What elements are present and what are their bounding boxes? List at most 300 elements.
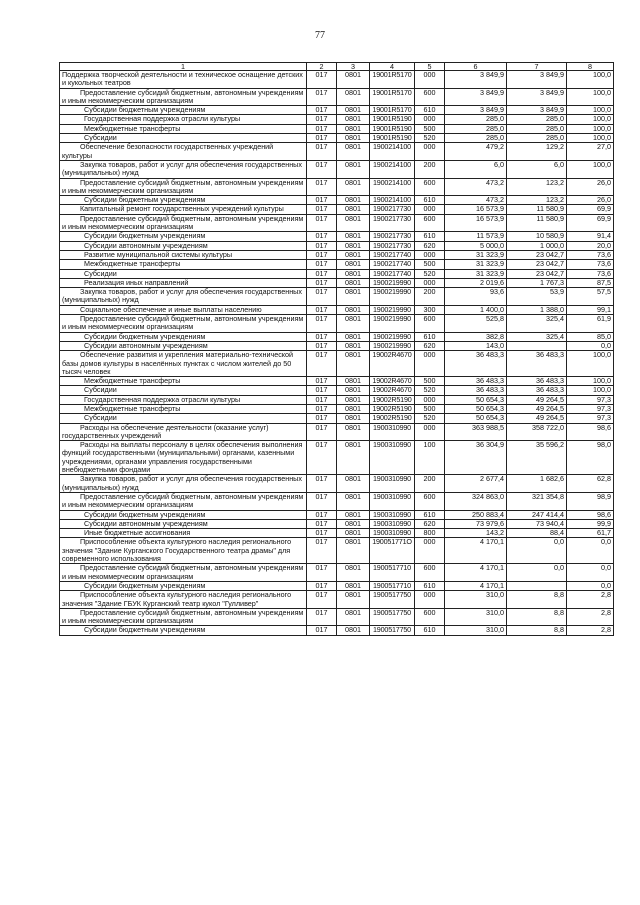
table-row xyxy=(60,260,614,269)
row-name: Государственная поддержка отрасли культуры xyxy=(60,115,307,124)
row-expense-type: 520 xyxy=(415,269,445,278)
row-planned: 3 849,9 xyxy=(445,71,507,89)
row-ministry-code: 017 xyxy=(307,134,337,143)
row-planned: 50 654,3 xyxy=(445,404,507,413)
row-name: Субсидии бюджетным учреждениям xyxy=(60,232,307,241)
row-target-code: 19002R4670 xyxy=(370,386,415,395)
row-ministry-code: 017 xyxy=(307,71,337,89)
row-ministry-code: 017 xyxy=(307,492,337,510)
row-name: Предоставление субсидий бюджетным, автономным учреждениям и иным некоммерческим организациям xyxy=(60,88,307,106)
row-percent: 69,9 xyxy=(567,214,614,232)
row-name: Межбюджетные трансферты xyxy=(60,377,307,386)
row-planned: 143,2 xyxy=(445,529,507,538)
row-target-code: 19002R5190 xyxy=(370,395,415,404)
table-row xyxy=(60,214,614,232)
row-ministry-code: 017 xyxy=(307,178,337,196)
table-row xyxy=(60,288,614,306)
row-expense-type: 000 xyxy=(415,115,445,124)
row-planned: 36 483,3 xyxy=(445,386,507,395)
row-expense-type: 600 xyxy=(415,564,445,582)
row-section-code: 0801 xyxy=(337,423,370,441)
row-planned: 310,0 xyxy=(445,608,507,626)
table-row xyxy=(60,441,614,475)
row-executed: 36 483,3 xyxy=(507,386,567,395)
row-ministry-code: 017 xyxy=(307,196,337,205)
row-ministry-code: 017 xyxy=(307,143,337,161)
table-row xyxy=(60,386,614,395)
row-planned: 50 654,3 xyxy=(445,395,507,404)
row-planned: 36 304,9 xyxy=(445,441,507,475)
table-row xyxy=(60,232,614,241)
row-name: Субсидии автономным учреждениям xyxy=(60,341,307,350)
row-section-code: 0801 xyxy=(337,395,370,404)
row-section-code: 0801 xyxy=(337,134,370,143)
row-percent: 97,3 xyxy=(567,404,614,413)
row-planned: 525,8 xyxy=(445,315,507,333)
row-expense-type: 000 xyxy=(415,205,445,214)
row-target-code: 1900517710 xyxy=(370,581,415,590)
row-planned: 473,2 xyxy=(445,178,507,196)
row-name: Субсидии бюджетным учреждениям xyxy=(60,196,307,205)
row-target-code: 1900219990 xyxy=(370,305,415,314)
row-name: Субсидии xyxy=(60,414,307,423)
row-target-code: 1900310990 xyxy=(370,475,415,493)
row-target-code: 1900517710 xyxy=(370,564,415,582)
table-row xyxy=(60,492,614,510)
row-expense-type: 600 xyxy=(415,178,445,196)
row-planned: 73 979,6 xyxy=(445,519,507,528)
row-target-code: 1900310990 xyxy=(370,519,415,528)
row-ministry-code: 017 xyxy=(307,386,337,395)
row-ministry-code: 017 xyxy=(307,124,337,133)
row-percent: 61,7 xyxy=(567,529,614,538)
header-col-1: 1 xyxy=(60,63,307,71)
row-target-code: 19001R5170 xyxy=(370,71,415,89)
table-row xyxy=(60,88,614,106)
row-expense-type: 610 xyxy=(415,332,445,341)
row-executed: 36 483,3 xyxy=(507,351,567,377)
table-row xyxy=(60,160,614,178)
row-executed: 1 388,0 xyxy=(507,305,567,314)
row-planned: 4 170,1 xyxy=(445,581,507,590)
row-section-code: 0801 xyxy=(337,626,370,635)
row-section-code: 0801 xyxy=(337,214,370,232)
row-percent: 100,0 xyxy=(567,386,614,395)
row-executed: 123,2 xyxy=(507,196,567,205)
table-row xyxy=(60,178,614,196)
row-ministry-code: 017 xyxy=(307,377,337,386)
row-name: Социальное обеспечение и иные выплаты населению xyxy=(60,305,307,314)
row-planned: 31 323,9 xyxy=(445,250,507,259)
row-executed: 3 849,9 xyxy=(507,88,567,106)
row-percent: 27,0 xyxy=(567,143,614,161)
row-target-code: 1900217740 xyxy=(370,260,415,269)
row-ministry-code: 017 xyxy=(307,591,337,609)
row-percent: 61,9 xyxy=(567,315,614,333)
row-percent: 20,0 xyxy=(567,241,614,250)
row-section-code: 0801 xyxy=(337,305,370,314)
row-planned: 11 573,9 xyxy=(445,232,507,241)
row-expense-type: 610 xyxy=(415,510,445,519)
row-name: Субсидии бюджетным учреждениям xyxy=(60,510,307,519)
row-planned: 285,0 xyxy=(445,124,507,133)
row-name: Предоставление субсидий бюджетным, автономным учреждениям и иным некоммерческим организациям xyxy=(60,564,307,582)
budget-table xyxy=(59,62,614,636)
row-ministry-code: 017 xyxy=(307,510,337,519)
row-percent: 98,6 xyxy=(567,423,614,441)
row-executed: 6,0 xyxy=(507,160,567,178)
row-section-code: 0801 xyxy=(337,510,370,519)
row-target-code: 1900217730 xyxy=(370,205,415,214)
row-executed: 123,2 xyxy=(507,178,567,196)
row-expense-type: 610 xyxy=(415,581,445,590)
row-ministry-code: 017 xyxy=(307,351,337,377)
row-target-code: 19002R4670 xyxy=(370,351,415,377)
row-expense-type: 610 xyxy=(415,196,445,205)
row-percent: 91,4 xyxy=(567,232,614,241)
row-expense-type: 520 xyxy=(415,414,445,423)
row-executed: 73 940,4 xyxy=(507,519,567,528)
row-section-code: 0801 xyxy=(337,315,370,333)
row-planned: 2 677,4 xyxy=(445,475,507,493)
table-row xyxy=(60,143,614,161)
row-target-code: 1900517750 xyxy=(370,608,415,626)
row-expense-type: 620 xyxy=(415,519,445,528)
row-section-code: 0801 xyxy=(337,278,370,287)
row-percent: 97,3 xyxy=(567,414,614,423)
row-executed: 3 849,9 xyxy=(507,106,567,115)
row-expense-type: 500 xyxy=(415,260,445,269)
row-section-code: 0801 xyxy=(337,351,370,377)
row-expense-type: 000 xyxy=(415,395,445,404)
row-executed: 358 722,0 xyxy=(507,423,567,441)
row-executed: 1 682,6 xyxy=(507,475,567,493)
row-planned: 36 483,3 xyxy=(445,377,507,386)
row-percent: 69,9 xyxy=(567,205,614,214)
row-section-code: 0801 xyxy=(337,608,370,626)
row-target-code: 19001R5190 xyxy=(370,134,415,143)
row-executed: 11 580,9 xyxy=(507,214,567,232)
row-planned: 3 849,9 xyxy=(445,106,507,115)
row-planned: 310,0 xyxy=(445,626,507,635)
row-planned: 250 883,4 xyxy=(445,510,507,519)
row-expense-type: 500 xyxy=(415,404,445,413)
table-row xyxy=(60,377,614,386)
row-section-code: 0801 xyxy=(337,377,370,386)
row-executed: 0,0 xyxy=(507,564,567,582)
row-executed: 3 849,9 xyxy=(507,71,567,89)
row-planned: 93,6 xyxy=(445,288,507,306)
row-name: Субсидии бюджетным учреждениям xyxy=(60,626,307,635)
row-name: Государственная поддержка отрасли культуры xyxy=(60,395,307,404)
table-row xyxy=(60,564,614,582)
row-target-code: 1900219990 xyxy=(370,288,415,306)
row-name: Субсидии бюджетным учреждениям xyxy=(60,581,307,590)
row-executed: 325,4 xyxy=(507,315,567,333)
row-ministry-code: 017 xyxy=(307,608,337,626)
row-executed: 285,0 xyxy=(507,115,567,124)
row-target-code: 1900214100 xyxy=(370,143,415,161)
row-planned: 363 988,5 xyxy=(445,423,507,441)
row-percent: 100,0 xyxy=(567,71,614,89)
row-name: Реализация иных направлений xyxy=(60,278,307,287)
row-planned: 143,0 xyxy=(445,341,507,350)
header-col-5: 5 xyxy=(415,63,445,71)
row-section-code: 0801 xyxy=(337,160,370,178)
table-row xyxy=(60,315,614,333)
row-target-code: 19001R5170 xyxy=(370,88,415,106)
table-row xyxy=(60,351,614,377)
row-executed: 8,8 xyxy=(507,626,567,635)
row-ministry-code: 017 xyxy=(307,423,337,441)
row-target-code: 1900214100 xyxy=(370,196,415,205)
table-row xyxy=(60,475,614,493)
row-section-code: 0801 xyxy=(337,519,370,528)
row-executed: 53,9 xyxy=(507,288,567,306)
row-target-code: 1900214100 xyxy=(370,178,415,196)
row-percent: 100,0 xyxy=(567,88,614,106)
row-executed: 325,4 xyxy=(507,332,567,341)
row-executed: 11 580,9 xyxy=(507,205,567,214)
row-name: Субсидии бюджетным учреждениям xyxy=(60,106,307,115)
row-expense-type: 620 xyxy=(415,241,445,250)
row-ministry-code: 017 xyxy=(307,260,337,269)
row-section-code: 0801 xyxy=(337,106,370,115)
row-percent: 2,8 xyxy=(567,626,614,635)
table-row xyxy=(60,510,614,519)
table-row xyxy=(60,414,614,423)
row-section-code: 0801 xyxy=(337,581,370,590)
row-target-code: 1900217730 xyxy=(370,241,415,250)
row-name: Обеспечение развития и укрепления материально-технической базы домов культуры в населённых пунктах с числом жителей до 50 тысяч человек xyxy=(60,351,307,377)
row-ministry-code: 017 xyxy=(307,564,337,582)
row-planned: 382,8 xyxy=(445,332,507,341)
row-expense-type: 000 xyxy=(415,591,445,609)
row-expense-type: 610 xyxy=(415,232,445,241)
row-section-code: 0801 xyxy=(337,269,370,278)
row-target-code: 1900217730 xyxy=(370,214,415,232)
header-col-6: 6 xyxy=(445,63,507,71)
header-col-4: 4 xyxy=(370,63,415,71)
row-percent: 100,0 xyxy=(567,351,614,377)
row-expense-type: 610 xyxy=(415,106,445,115)
row-ministry-code: 017 xyxy=(307,626,337,635)
row-percent: 73,6 xyxy=(567,250,614,259)
row-percent: 100,0 xyxy=(567,160,614,178)
row-percent: 85,0 xyxy=(567,332,614,341)
row-executed: 49 264,5 xyxy=(507,414,567,423)
row-expense-type: 610 xyxy=(415,626,445,635)
row-expense-type: 000 xyxy=(415,278,445,287)
row-section-code: 0801 xyxy=(337,288,370,306)
table-row xyxy=(60,71,614,89)
table-row xyxy=(60,332,614,341)
row-expense-type: 300 xyxy=(415,305,445,314)
table-body xyxy=(60,71,614,636)
table-row xyxy=(60,404,614,413)
row-name: Расходы на выплаты персоналу в целях обеспечения выполнения функций государственными (муниципальными) органами, казенными учреждениями, органами управления государственными внебюджетными фондами xyxy=(60,441,307,475)
row-target-code: 19001R5190 xyxy=(370,124,415,133)
row-expense-type: 000 xyxy=(415,71,445,89)
row-executed: 129,2 xyxy=(507,143,567,161)
row-percent: 2,8 xyxy=(567,591,614,609)
row-section-code: 0801 xyxy=(337,124,370,133)
row-target-code: 1900219990 xyxy=(370,341,415,350)
row-ministry-code: 017 xyxy=(307,404,337,413)
header-col-2: 2 xyxy=(307,63,337,71)
row-name: Закупка товаров, работ и услуг для обеспечения государственных (муниципальных) нужд xyxy=(60,160,307,178)
row-section-code: 0801 xyxy=(337,386,370,395)
row-section-code: 0801 xyxy=(337,205,370,214)
row-section-code: 0801 xyxy=(337,538,370,564)
row-section-code: 0801 xyxy=(337,232,370,241)
row-executed: 23 042,7 xyxy=(507,250,567,259)
row-expense-type: 800 xyxy=(415,529,445,538)
row-ministry-code: 017 xyxy=(307,106,337,115)
row-percent: 73,6 xyxy=(567,260,614,269)
row-executed: 285,0 xyxy=(507,124,567,133)
row-executed: 8,8 xyxy=(507,591,567,609)
row-planned: 4 170,1 xyxy=(445,564,507,582)
row-ministry-code: 017 xyxy=(307,160,337,178)
row-target-code: 1900310990 xyxy=(370,529,415,538)
row-name: Предоставление субсидий бюджетным, автономным учреждениям и иным некоммерческим организациям xyxy=(60,178,307,196)
row-percent: 100,0 xyxy=(567,134,614,143)
row-planned: 50 654,3 xyxy=(445,414,507,423)
row-target-code: 19002R4670 xyxy=(370,377,415,386)
row-target-code: 1900219990 xyxy=(370,332,415,341)
row-expense-type: 200 xyxy=(415,475,445,493)
page-number: 77 xyxy=(315,30,325,41)
row-expense-type: 000 xyxy=(415,351,445,377)
row-section-code: 0801 xyxy=(337,341,370,350)
row-section-code: 0801 xyxy=(337,529,370,538)
row-name: Субсидии xyxy=(60,269,307,278)
table-row xyxy=(60,423,614,441)
table-row xyxy=(60,626,614,635)
row-planned: 4 170,1 xyxy=(445,538,507,564)
row-planned: 2 019,6 xyxy=(445,278,507,287)
row-ministry-code: 017 xyxy=(307,315,337,333)
row-expense-type: 520 xyxy=(415,386,445,395)
header-col-3: 3 xyxy=(337,63,370,71)
row-expense-type: 100 xyxy=(415,441,445,475)
row-ministry-code: 017 xyxy=(307,305,337,314)
row-ministry-code: 017 xyxy=(307,441,337,475)
row-planned: 3 849,9 xyxy=(445,88,507,106)
row-percent: 26,0 xyxy=(567,196,614,205)
table-row xyxy=(60,124,614,133)
row-percent: 26,0 xyxy=(567,178,614,196)
row-target-code: 19002R5190 xyxy=(370,414,415,423)
row-executed: 49 264,5 xyxy=(507,404,567,413)
row-ministry-code: 017 xyxy=(307,278,337,287)
row-expense-type: 600 xyxy=(415,492,445,510)
row-target-code: 190051771О xyxy=(370,538,415,564)
row-percent: 0,0 xyxy=(567,581,614,590)
row-ministry-code: 017 xyxy=(307,332,337,341)
row-name: Приспособление объекта культурного наследия регионального значения "Здание ГБУК Курганский театр кукол "Гулливер" xyxy=(60,591,307,609)
row-target-code: 1900310990 xyxy=(370,510,415,519)
row-percent: 62,8 xyxy=(567,475,614,493)
row-ministry-code: 017 xyxy=(307,250,337,259)
row-name: Расходы на обеспечение деятельности (оказание услуг) государственных учреждений xyxy=(60,423,307,441)
row-executed: 36 483,3 xyxy=(507,377,567,386)
header-col-7: 7 xyxy=(507,63,567,71)
row-section-code: 0801 xyxy=(337,492,370,510)
row-percent: 98,9 xyxy=(567,492,614,510)
row-name: Субсидии бюджетным учреждениям xyxy=(60,332,307,341)
row-name: Развитие муниципальной системы культуры xyxy=(60,250,307,259)
row-target-code: 1900219990 xyxy=(370,315,415,333)
row-name: Субсидии автономным учреждениям xyxy=(60,519,307,528)
row-executed: 8,8 xyxy=(507,608,567,626)
row-executed: 247 414,4 xyxy=(507,510,567,519)
row-target-code: 19002R5190 xyxy=(370,404,415,413)
row-target-code: 1900217730 xyxy=(370,232,415,241)
row-expense-type: 600 xyxy=(415,214,445,232)
row-section-code: 0801 xyxy=(337,332,370,341)
row-ministry-code: 017 xyxy=(307,88,337,106)
row-section-code: 0801 xyxy=(337,260,370,269)
row-ministry-code: 017 xyxy=(307,395,337,404)
row-percent: 100,0 xyxy=(567,106,614,115)
row-name: Закупка товаров, работ и услуг для обеспечения государственных (муниципальных) нужд xyxy=(60,475,307,493)
row-target-code: 1900310990 xyxy=(370,423,415,441)
row-target-code: 19001R5190 xyxy=(370,115,415,124)
row-section-code: 0801 xyxy=(337,196,370,205)
row-percent: 98,6 xyxy=(567,510,614,519)
row-name: Межбюджетные трансферты xyxy=(60,124,307,133)
row-name: Субсидии автономным учреждениям xyxy=(60,241,307,250)
row-name: Поддержка творческой деятельности и техническое оснащение детских и кукольных театров xyxy=(60,71,307,89)
row-ministry-code: 017 xyxy=(307,241,337,250)
row-section-code: 0801 xyxy=(337,441,370,475)
table-row xyxy=(60,269,614,278)
row-planned: 31 323,9 xyxy=(445,269,507,278)
row-target-code: 19001R5170 xyxy=(370,106,415,115)
row-target-code: 1900219990 xyxy=(370,278,415,287)
row-percent: 98,0 xyxy=(567,441,614,475)
row-expense-type: 500 xyxy=(415,124,445,133)
row-ministry-code: 017 xyxy=(307,581,337,590)
row-planned: 1 400,0 xyxy=(445,305,507,314)
row-ministry-code: 017 xyxy=(307,414,337,423)
row-expense-type: 620 xyxy=(415,341,445,350)
row-section-code: 0801 xyxy=(337,88,370,106)
row-executed: 285,0 xyxy=(507,134,567,143)
row-section-code: 0801 xyxy=(337,241,370,250)
row-percent: 99,9 xyxy=(567,519,614,528)
row-expense-type: 000 xyxy=(415,250,445,259)
row-expense-type: 200 xyxy=(415,160,445,178)
row-percent: 2,8 xyxy=(567,608,614,626)
row-ministry-code: 017 xyxy=(307,232,337,241)
row-percent: 100,0 xyxy=(567,115,614,124)
row-executed: 88,4 xyxy=(507,529,567,538)
row-planned: 16 573,9 xyxy=(445,214,507,232)
row-expense-type: 500 xyxy=(415,377,445,386)
row-planned: 285,0 xyxy=(445,115,507,124)
row-ministry-code: 017 xyxy=(307,115,337,124)
row-section-code: 0801 xyxy=(337,404,370,413)
row-planned: 31 323,9 xyxy=(445,260,507,269)
row-expense-type: 000 xyxy=(415,538,445,564)
table-row xyxy=(60,538,614,564)
table-row xyxy=(60,608,614,626)
row-ministry-code: 017 xyxy=(307,529,337,538)
row-target-code: 1900310990 xyxy=(370,492,415,510)
